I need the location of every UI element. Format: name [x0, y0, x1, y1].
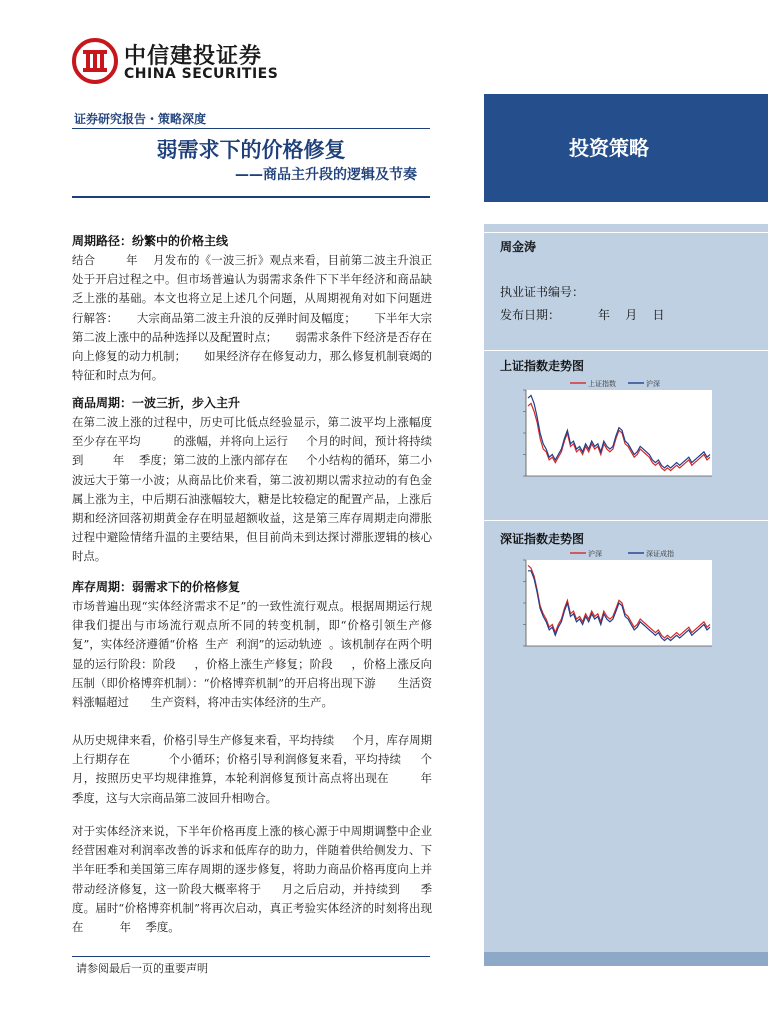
sidebar-divider-top: [484, 232, 768, 233]
legend-label: 沪深: [646, 380, 660, 388]
publish-date-value: 年 月 日: [598, 308, 665, 322]
author-name: 周金涛: [500, 240, 537, 254]
report-title: 弱需求下的价格修复: [156, 138, 346, 162]
publish-date-label: 发布日期：: [500, 308, 561, 322]
chart2-title: 深证指数走势图: [500, 532, 585, 546]
sidebar-divider-mid: [484, 350, 768, 351]
legend-label: 深证成指: [646, 550, 674, 558]
disclaimer-note: 请参阅最后一页的重要声明: [76, 962, 208, 975]
legend-label: 上证指数: [588, 380, 616, 388]
title-divider: [72, 196, 430, 198]
shenzhen-index-chart: [500, 546, 720, 656]
company-name-cn: 中信建投证券: [124, 44, 263, 69]
report-subtitle: ——商品主升段的逻辑及节奏: [235, 167, 417, 183]
section-inventory-history: [72, 731, 447, 808]
chart-plot-area: [526, 390, 712, 476]
sidebar-divider-low: [484, 520, 768, 521]
section-paragraph: 在第二波上涨的过程中，历史可比低点经验显示，第二波平均上涨幅度至少存在平均 的涨幅，并将向上运行 个月的时间，预计将持续到 年 季度；第二波的上涨内部存在 个小结构的循环，第二小波远大于第一小波；从商品比价来看，第二波初期以需求拉动的有色金属上涨为主，中后期石油涨幅较大，糖是比较稳定的配置产品，上涨后期和经济回落初期黄金存在明显超额收益，这是第三库存周期走向滞胀过程中避险情绪升温的主要结果，但目前尚未到达探讨滞胀逻辑的核心时点。: [72, 415, 432, 564]
china-securities-logo-icon: [72, 38, 118, 84]
section-paragraph: 对于实体经济来说，下半年价格再度上涨的核心源于中周期调整中企业经营困难对利润率改善的诉求和低库存的助力，伴随着供给侧发力、下半年旺季和美国第三库存周期的逐步修复，将助力商品价格再度向上并带动经济修复，这一阶段大概率将于 月之后启动，并持续到 季度。届时“价格博弈机制”将再次启动，真正考验实体经济的时刻将出现在 年 季度。: [72, 824, 432, 935]
section-heading: 商品周期：一波三折，步入主升: [72, 396, 241, 410]
chart1-title: 上证指数走势图: [500, 359, 585, 373]
cert-number-label: 执业证书编号：: [500, 285, 585, 299]
section-paragraph: 结合 年 月发布的《一波三折》观点来看，目前第二波主升浪正处于开启过程之中。但市场普遍认为弱需求条件下下半年经济和商品缺乏上涨的基础。本文也将立足上述几个问题，从周期视角对如下问题进行解答： 大宗商品第二波主升浪的反弹时间及幅度； 下半年大宗第二波上涨中的品种选择以及配置时点； 弱需求条件下经济是否存在向上修复的动力机制； 如果经济存在修复动力，那么修复机制衰竭的特征和时点为何。: [72, 253, 432, 383]
report-type: 证券研究报告・策略深度: [74, 112, 207, 126]
section-paragraph: 从历史规律来看，价格引导生产修复来看，平均持续 个月，库存周期上行期存在 个小循环；价格引导利润修复来看，平均持续 个月，按照历史平均规律推算，本轮利润修复预计高点将出现在 年 季度，这与大宗商品第二波回升相吻合。: [72, 733, 447, 805]
company-logo: [72, 36, 292, 94]
footer-divider: [72, 956, 430, 957]
section-cycle-path: [72, 232, 432, 385]
section-paragraph: 市场普遍出现“实体经济需求不足”的一致性流行观点。根据周期运行规律我们提出与市场流行观点所不同的转变机制，即“价格引领生产修复”，实体经济遵循“价格 生产 利润”的运动轨迹 。该机制存在两个明显的运行阶段：阶段 ，价格上涨生产修复；阶段 ，价格上涨反向压制（即价格博弈机制）：“价格博弈机制”的开启将出现下游 生活资料涨幅超过 生产资料，将冲击实体经济的生产。: [72, 599, 432, 710]
section-commodity-cycle: [72, 394, 432, 567]
section-real-economy: [72, 822, 432, 937]
category-title: 投资策略: [569, 136, 649, 160]
section-heading: 库存周期：弱需求下的价格修复: [72, 580, 241, 594]
header-divider: [72, 128, 430, 129]
section-heading: 周期路径：纷繁中的价格主线: [72, 234, 229, 248]
shanghai-index-chart: [500, 376, 720, 486]
company-name-en: CHINA SECURITIES: [124, 66, 279, 82]
legend-label: 沪深: [588, 550, 602, 558]
sidebar-footer-band: [484, 952, 768, 966]
section-inventory-cycle: [72, 578, 432, 712]
